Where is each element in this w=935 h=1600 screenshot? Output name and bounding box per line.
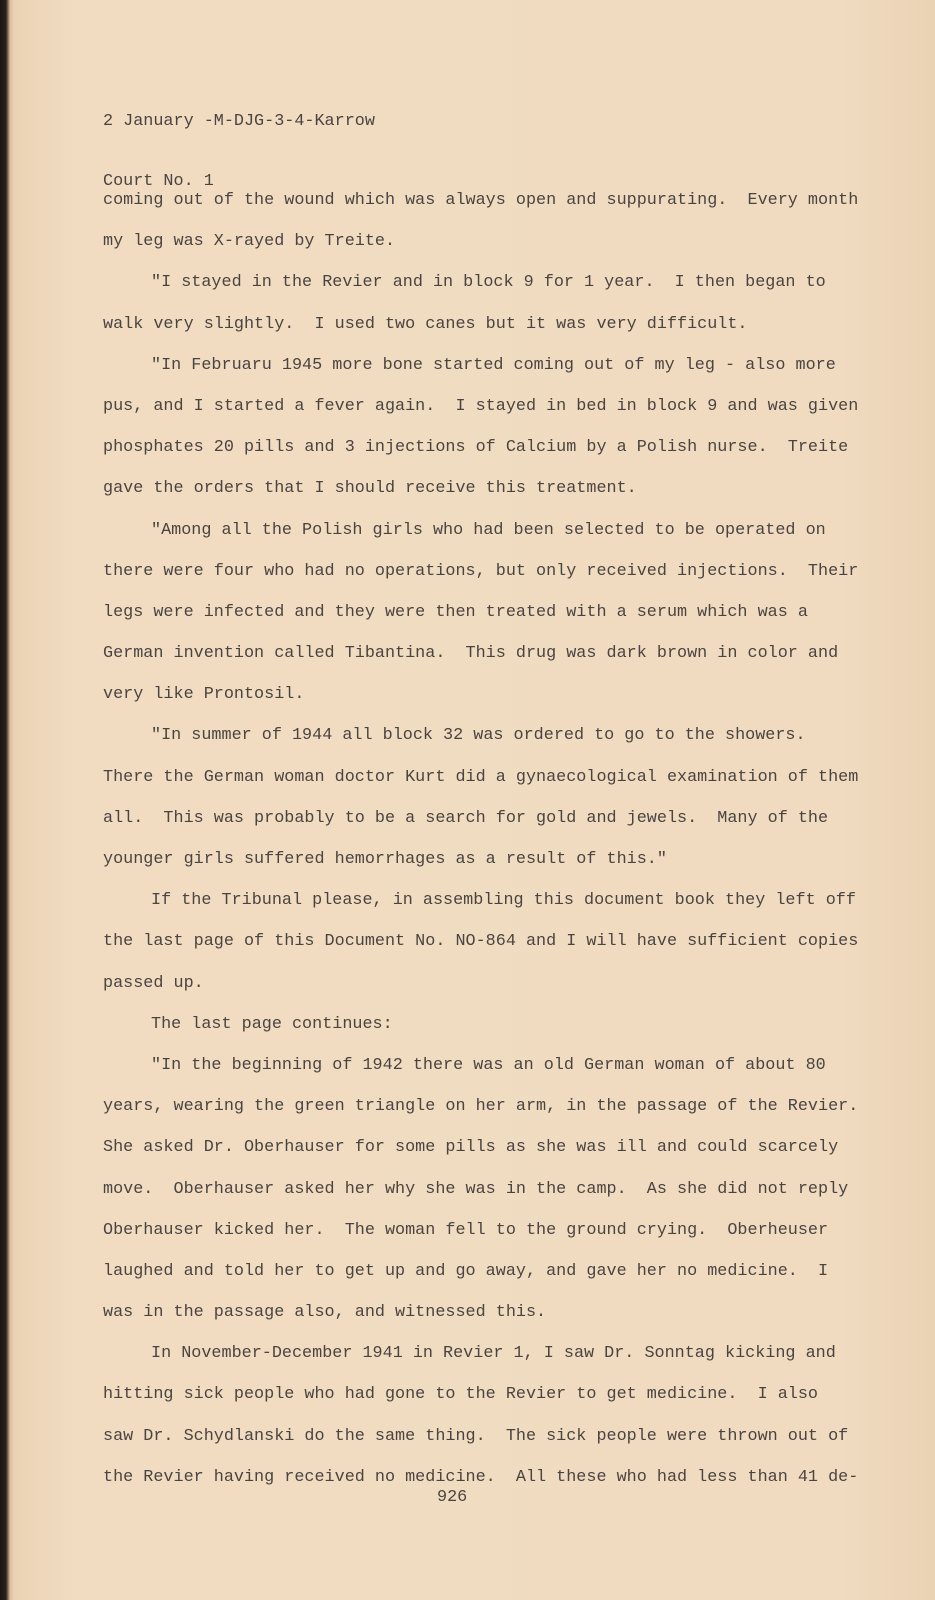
- text-line: years, wearing the green triangle on her arm, in the passage of the Revier.: [103, 1097, 859, 1117]
- text-line: hitting sick people who had gone to the Revier to get medicine. I also: [103, 1385, 818, 1405]
- text-line: move. Oberhauser asked her why she was in the camp. As she did not reply: [103, 1179, 849, 1199]
- text-line: The last page continues:: [151, 1014, 393, 1034]
- text-line: She asked Dr. Oberhauser for some pills as she was ill and could scarcely: [103, 1138, 839, 1158]
- text-line: "In summer of 1944 all block 32 was ordered to go to the showers.: [151, 726, 806, 746]
- text-line: Oberhauser kicked her. The woman fell to the ground crying. Oberheuser: [103, 1220, 829, 1240]
- text-line: passed up.: [103, 973, 204, 993]
- page-number: 926: [437, 1488, 468, 1507]
- torn-page-edge: [0, 0, 14, 1600]
- header-reference: 2 January -M-DJG-3-4-Karrow: [103, 112, 375, 131]
- text-line: my leg was X-rayed by Treite.: [103, 232, 396, 252]
- text-line: coming out of the wound which was always open and suppurating. Every month: [103, 191, 859, 210]
- text-line: There the German woman doctor Kurt did a gynaecological examination of them: [103, 767, 859, 787]
- text-line: the Revier having received no medicine. All these who had less than 41 de-: [103, 1467, 859, 1487]
- text-line: "In the beginning of 1942 there was an old German woman of about 80: [151, 1055, 826, 1075]
- text-line: laughed and told her to get up and go away, and gave her no medicine. I: [103, 1261, 829, 1281]
- text-line: all. This was probably to be a search for gold and jewels. Many of the: [103, 808, 829, 828]
- text-line: If the Tribunal please, in assembling this document book they left off: [151, 891, 856, 911]
- text-line: saw Dr. Schydlanski do the same thing. The sick people were thrown out of: [103, 1426, 849, 1446]
- header-court: Court No. 1: [103, 172, 214, 191]
- text-line: gave the orders that I should receive this treatment.: [103, 479, 637, 499]
- document-body: [103, 190, 858, 1508]
- text-line: "In Februaru 1945 more bone started coming out of my leg - also more: [151, 355, 836, 375]
- text-line: German invention called Tibantina. This drug was dark brown in color and: [103, 644, 839, 664]
- text-line: legs were infected and they were then treated with a serum which was a: [103, 602, 808, 622]
- text-line: there were four who had no operations, but only received injections. Their: [103, 561, 859, 581]
- text-line: walk very slightly. I used two canes but it was very difficult.: [103, 314, 748, 334]
- text-line: "Among all the Polish girls who had been selected to be operated on: [151, 520, 826, 540]
- text-line: pus, and I started a fever again. I stayed in bed in block 9 and was given: [103, 396, 859, 416]
- text-line: In November-December 1941 in Revier 1, I saw Dr. Sonntag kicking and: [151, 1344, 836, 1364]
- text-line: was in the passage also, and witnessed this.: [103, 1303, 547, 1323]
- text-line: younger girls suffered hemorrhages as a result of this.": [103, 850, 667, 869]
- text-line: "I stayed in the Revier and in block 9 for 1 year. I then began to: [151, 273, 826, 293]
- text-line: very like Prontosil.: [103, 685, 305, 705]
- text-line: phosphates 20 pills and 3 injections of Calcium by a Polish nurse. Treite: [103, 438, 849, 458]
- text-line: the last page of this Document No. NO-864 and I will have sufficient copies: [103, 932, 859, 952]
